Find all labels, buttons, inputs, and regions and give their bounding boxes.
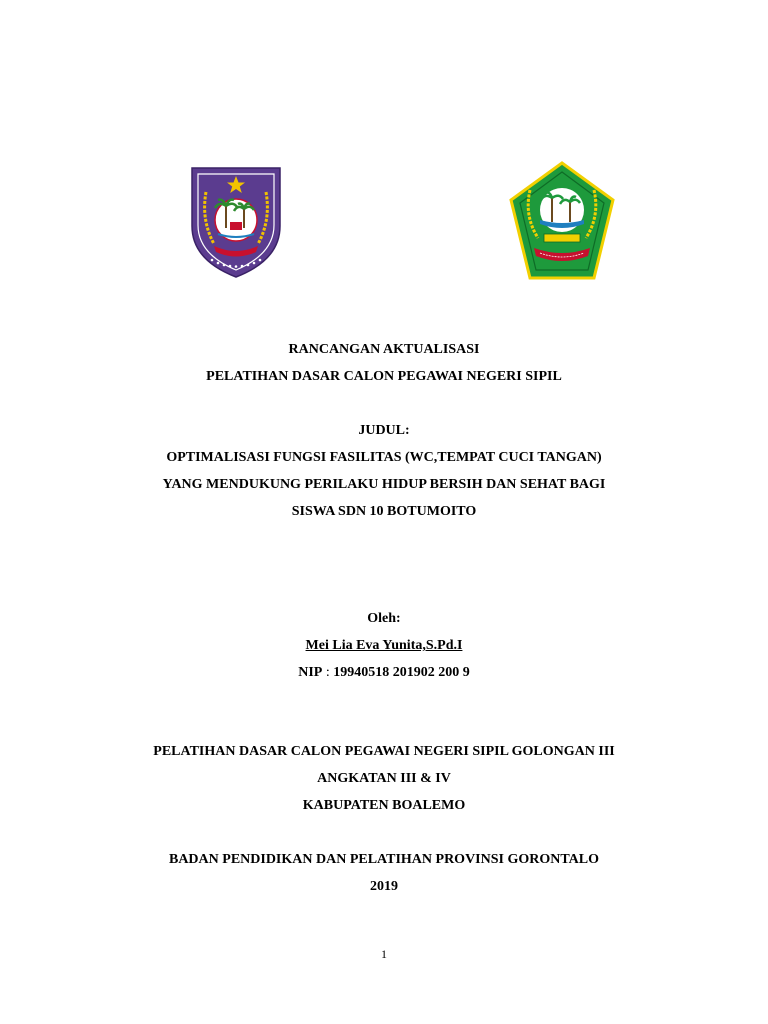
author-name: Mei Lia Eva Yunita,S.Pd.I [305, 638, 463, 653]
kabupaten-boalemo-emblem [508, 160, 616, 282]
nip-separator: : [322, 665, 334, 680]
nip-label: NIP [298, 665, 323, 680]
nip-value: 19940518 201902 200 9 [333, 665, 470, 680]
program-line-3: KABUPATEN BOALEMO [302, 798, 466, 813]
author-nip-row [0, 664, 768, 682]
judul-line-3: SISWA SDN 10 BOTUMOITO [291, 504, 477, 519]
program-line-2: ANGKATAN III & IV [317, 771, 451, 786]
author-by-label: Oleh: [367, 611, 401, 626]
page-number: 1 [381, 947, 387, 961]
institution-year: 2019 [370, 879, 398, 894]
document-title-line-1: RANCANGAN AKTUALISASI [288, 342, 480, 357]
judul-label: JUDUL: [358, 423, 410, 438]
judul-line-1: OPTIMALISASI FUNGSI FASILITAS (WC,TEMPAT CUCI TANGAN) [166, 450, 602, 465]
document-title-line-2: PELATIHAN DASAR CALON PEGAWAI NEGERI SIPIL [206, 369, 562, 384]
institution-name: BADAN PENDIDIKAN DAN PELATIHAN PROVINSI GORONTALO [168, 852, 599, 867]
judul-line-2: YANG MENDUKUNG PERILAKU HIDUP BERSIH DAN SEHAT BAGI [162, 477, 606, 492]
provinsi-gorontalo-emblem [188, 164, 284, 280]
program-line-1: PELATIHAN DASAR CALON PEGAWAI NEGERI SIPIL GOLONGAN III [153, 744, 615, 759]
author-name-row [0, 637, 768, 655]
